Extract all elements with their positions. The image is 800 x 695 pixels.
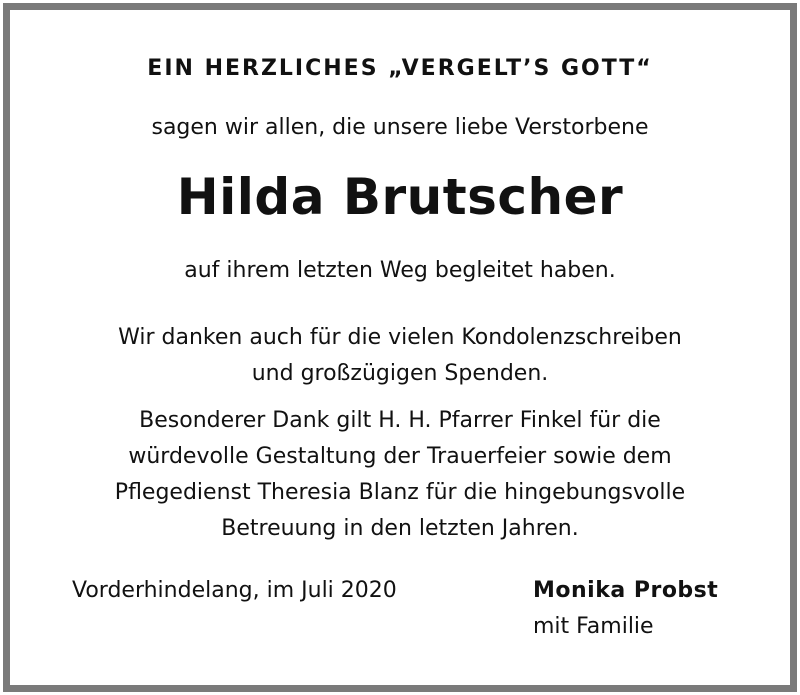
after-name-text: auf ihrem letzten Weg begleitet haben. [184,258,616,283]
special-thanks-line: würdevolle Gestaltung der Trauerfeier sowie dem [128,444,672,469]
thanks-line: und großzügigen Spenden. [251,361,549,386]
headline: EIN HERZLICHES „VERGELT’S GOTT“ [147,56,653,81]
special-thanks-line: Betreuung in den letzten Jahren. [221,516,579,541]
special-thanks-line: Pflegedienst Theresia Blanz für die hingebungsvolle [114,480,686,505]
special-thanks-paragraph [0,403,800,547]
special-thanks-line: Besonderer Dank gilt H. H. Pfarrer Finkel für die [139,408,661,433]
intro-text: sagen wir allen, die unsere liebe Verstorbene [151,115,649,140]
deceased-name: Hilda Brutscher [176,168,624,226]
signature-family: mit Familie [533,614,654,639]
signature-name: Monika Probst [533,578,719,603]
thanks-paragraph [0,320,800,392]
thanks-line: Wir danken auch für die vielen Kondolenzschreiben [118,325,682,350]
place-date: Vorderhindelang, im Juli 2020 [72,578,397,603]
